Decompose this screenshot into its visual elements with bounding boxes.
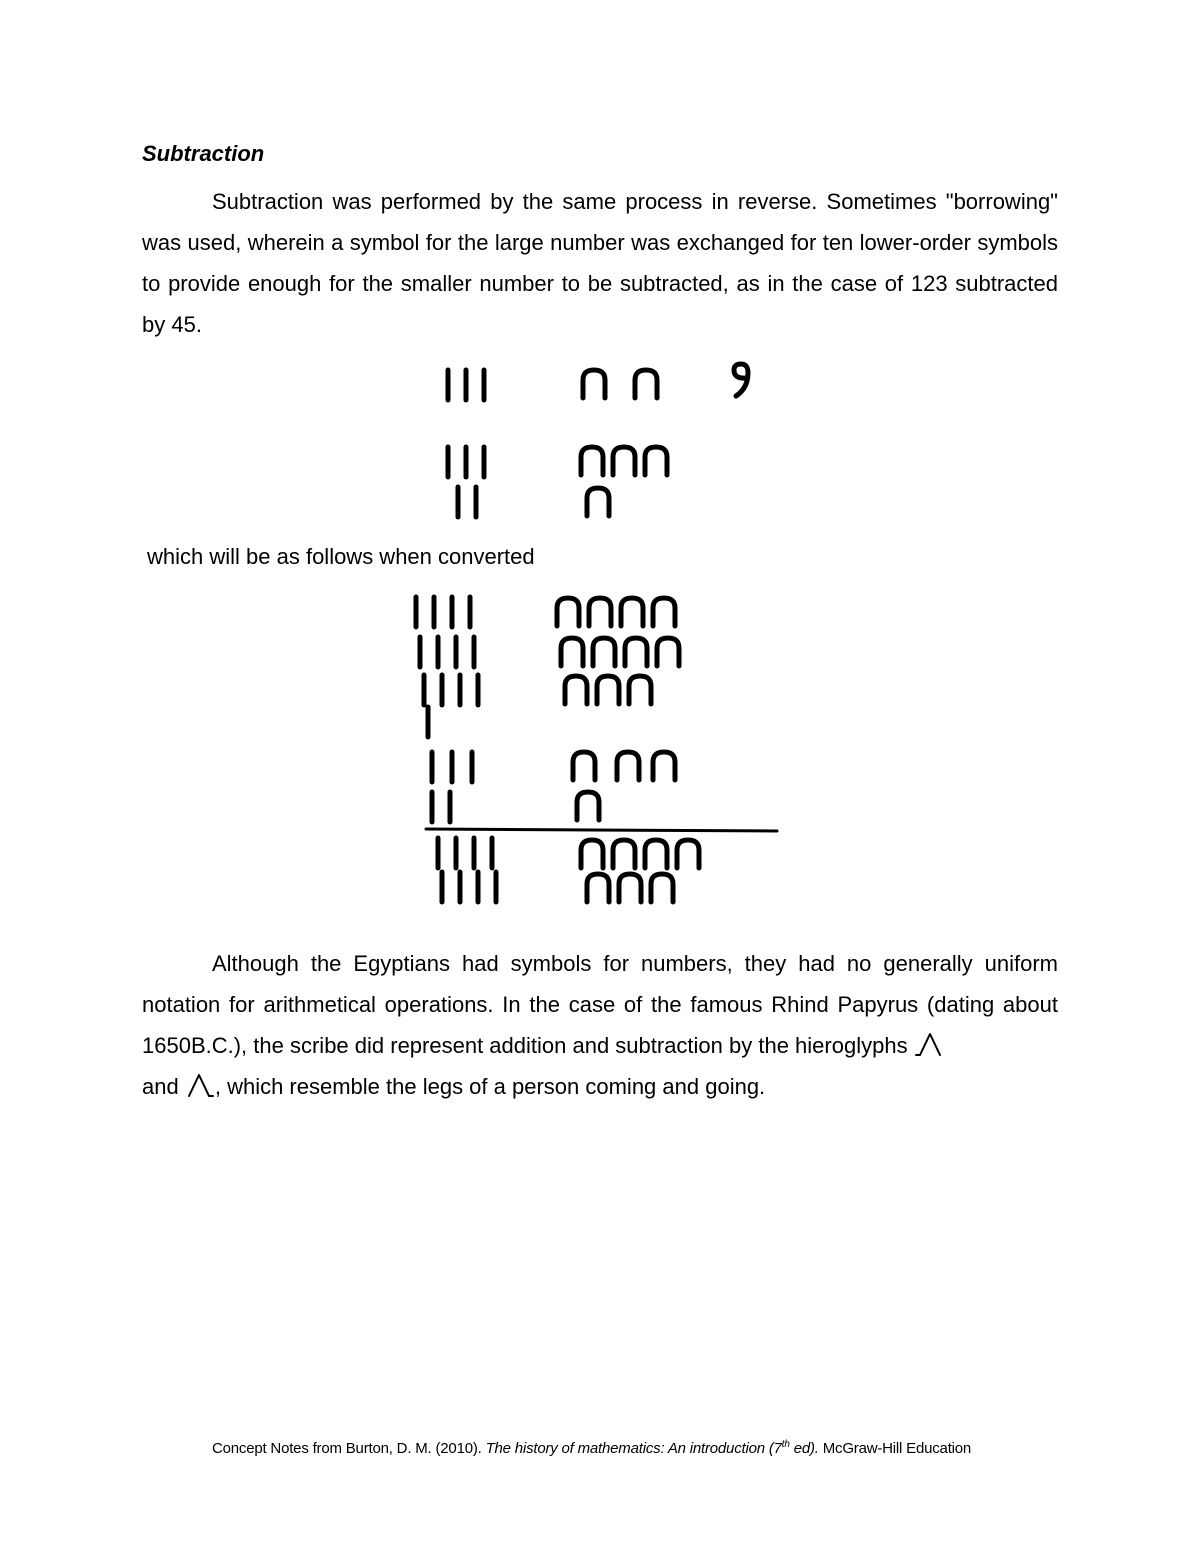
paragraph-notation: [142, 943, 1058, 1107]
coil-glyph: [734, 364, 748, 396]
stroke-glyph: [448, 447, 484, 517]
heel-glyph: [583, 370, 657, 398]
paragraph-subtraction: Subtraction was performed by the same process in reverse. Sometimes "borrowing" was used, wherein a symbol for the large number was exchanged for ten lower-order symbols to provide enough for the smaller number to be subtracted, as in the case of 123 subtracted by 45.: [142, 189, 1058, 337]
paragraph-notation-text-2: and: [142, 1074, 179, 1099]
citation-title: The history of mathematics: An introduction (7th ed).: [485, 1439, 819, 1457]
legs-forward-icon: [914, 1031, 944, 1057]
converted-note: which will be as follows when converted: [147, 544, 535, 569]
section-heading: Subtraction: [142, 141, 265, 166]
paragraph-notation-text-1: Although the Egyptians had symbols for numbers, they had no generally uniform notation for arithmetical operations. In the case of the famous Rhind Papyrus (dating about 1650B.C.), the scribe did represent addition and subtraction by the hieroglyphs: [142, 951, 1058, 1058]
figure-subtrahend: [448, 447, 667, 517]
figure-converted: [416, 597, 777, 902]
legs-backward-icon: [185, 1072, 215, 1098]
citation-footer: Concept Notes from Burton, D. M. (2010). The history of mathematics: An introduction (7th ed). McGraw-Hill Education: [212, 1439, 972, 1457]
heel-glyph: [581, 447, 667, 516]
stroke-glyph: [448, 370, 484, 400]
heel-glyph: [557, 598, 699, 902]
sum-line: [426, 829, 777, 831]
paragraph-notation-text-3: , which resemble the legs of a person coming and going.: [214, 1074, 766, 1099]
stroke-glyph: [416, 597, 496, 902]
figure-minuend: [448, 364, 748, 400]
